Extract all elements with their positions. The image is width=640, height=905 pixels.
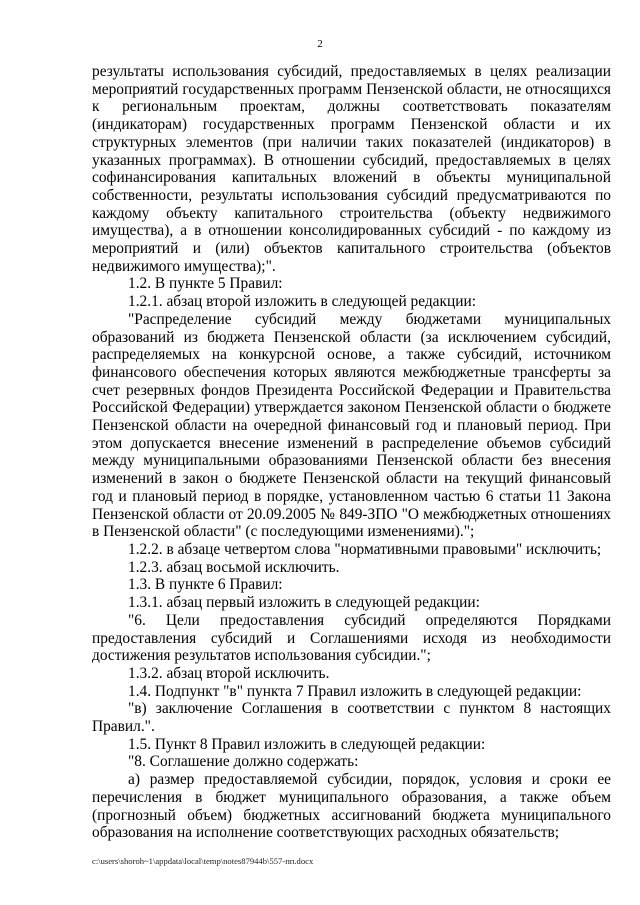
paragraph-item-a: а) размер предоставляемой субсидии, порядок, условия и сроки ее перечисления в бюджет муниципального образования, а также объем (прогнозный объем) бюджетных ассигнований бюджета муниципального образования на исполнение соответствующих расходных обязательств;	[92, 771, 611, 842]
paragraph-1-3-1: 1.3.1. абзац первый изложить в следующей редакции:	[128, 594, 480, 612]
paragraph-1-5: 1.5. Пункт 8 Правил изложить в следующей редакции:	[128, 735, 486, 753]
paragraph-1-2-1: 1.2.1. абзац второй изложить в следующей редакции:	[128, 293, 476, 311]
paragraph-distribution-quote: "Распределение субсидий между бюджетами муниципальных образований из бюджета Пензенской области (за исключением субсидий, распределяемых на конкурсной основе, а также субсидий, источником финансового обеспечения которых являются межбюджетные трансферты за счет резервных фондов Президента Российской Федерации и Правительства Российской Федерации) утверждается законом Пензенской области о бюджете Пензенской области на очередной финансовый год и плановый период. При этом допускается внесение изменений в распределение объемов субсидий между муниципальными образованиями Пензенской области без внесения изменений в закон о бюджете Пензенской области на текущий финансовый год и плановый период в порядке, установленном частью 6 статьи 11 Закона Пензенской области от 20.09.2005 № 849-ЗПО "О межбюджетных отношениях в Пензенской области" (с последующими изменениями).";	[92, 310, 611, 541]
paragraph-agreement-quote: "8. Соглашение должно содержать:	[128, 753, 359, 771]
paragraph-1-2: 1.2. В пункте 5 Правил:	[128, 275, 283, 293]
paragraph-1-3: 1.3. В пункте 6 Правил:	[128, 576, 283, 594]
paragraph-results-continued: результаты использования субсидий, предоставляемых в целях реализации мероприятий государственных программ Пензенской области, не относящихся к региональным проектам, должны соответствовать показателям (индикаторам) государственных программ Пензенской области и их структурных элементов (при наличии таких показателей (индикаторов) в указанных программах). В отношении субсидий, предоставляемых в целях софинансирования капитальных вложений в объекты муниципальной собственности, результаты использования субсидий предусматриваются по каждому объекту капитального строительства (объекту недвижимого имущества), а в отношении консолидированных субсидий - по каждому из мероприятий и (или) объектов капитального строительства (объектов недвижимого имущества);".	[92, 63, 611, 275]
paragraph-1-2-3: 1.2.3. абзац восьмой исключить.	[128, 558, 340, 576]
footer-file-path: c:\users\shoroh~1\appdata\local\temp\notes87944b\557-пп.docx	[92, 856, 314, 866]
page-number: 2	[317, 38, 323, 50]
paragraph-subitem-v-quote: "в) заключение Соглашения в соответствии с пунктом 8 настоящих Правил.".	[92, 700, 611, 736]
paragraph-goals-quote: "6. Цели предоставления субсидий определяются Порядками предоставления субсидий и Соглашениями исходя из необходимости достижения результатов использования субсидии.";	[92, 611, 611, 665]
paragraph-1-3-2: 1.3.2. абзац второй исключить.	[128, 664, 330, 682]
paragraph-1-2-2: 1.2.2. в абзаце четвертом слова "нормативными правовыми" исключить;	[128, 540, 602, 558]
document-body	[92, 63, 611, 842]
paragraph-1-4: 1.4. Подпункт "в" пункта 7 Правил изложить в следующей редакции:	[128, 682, 582, 700]
